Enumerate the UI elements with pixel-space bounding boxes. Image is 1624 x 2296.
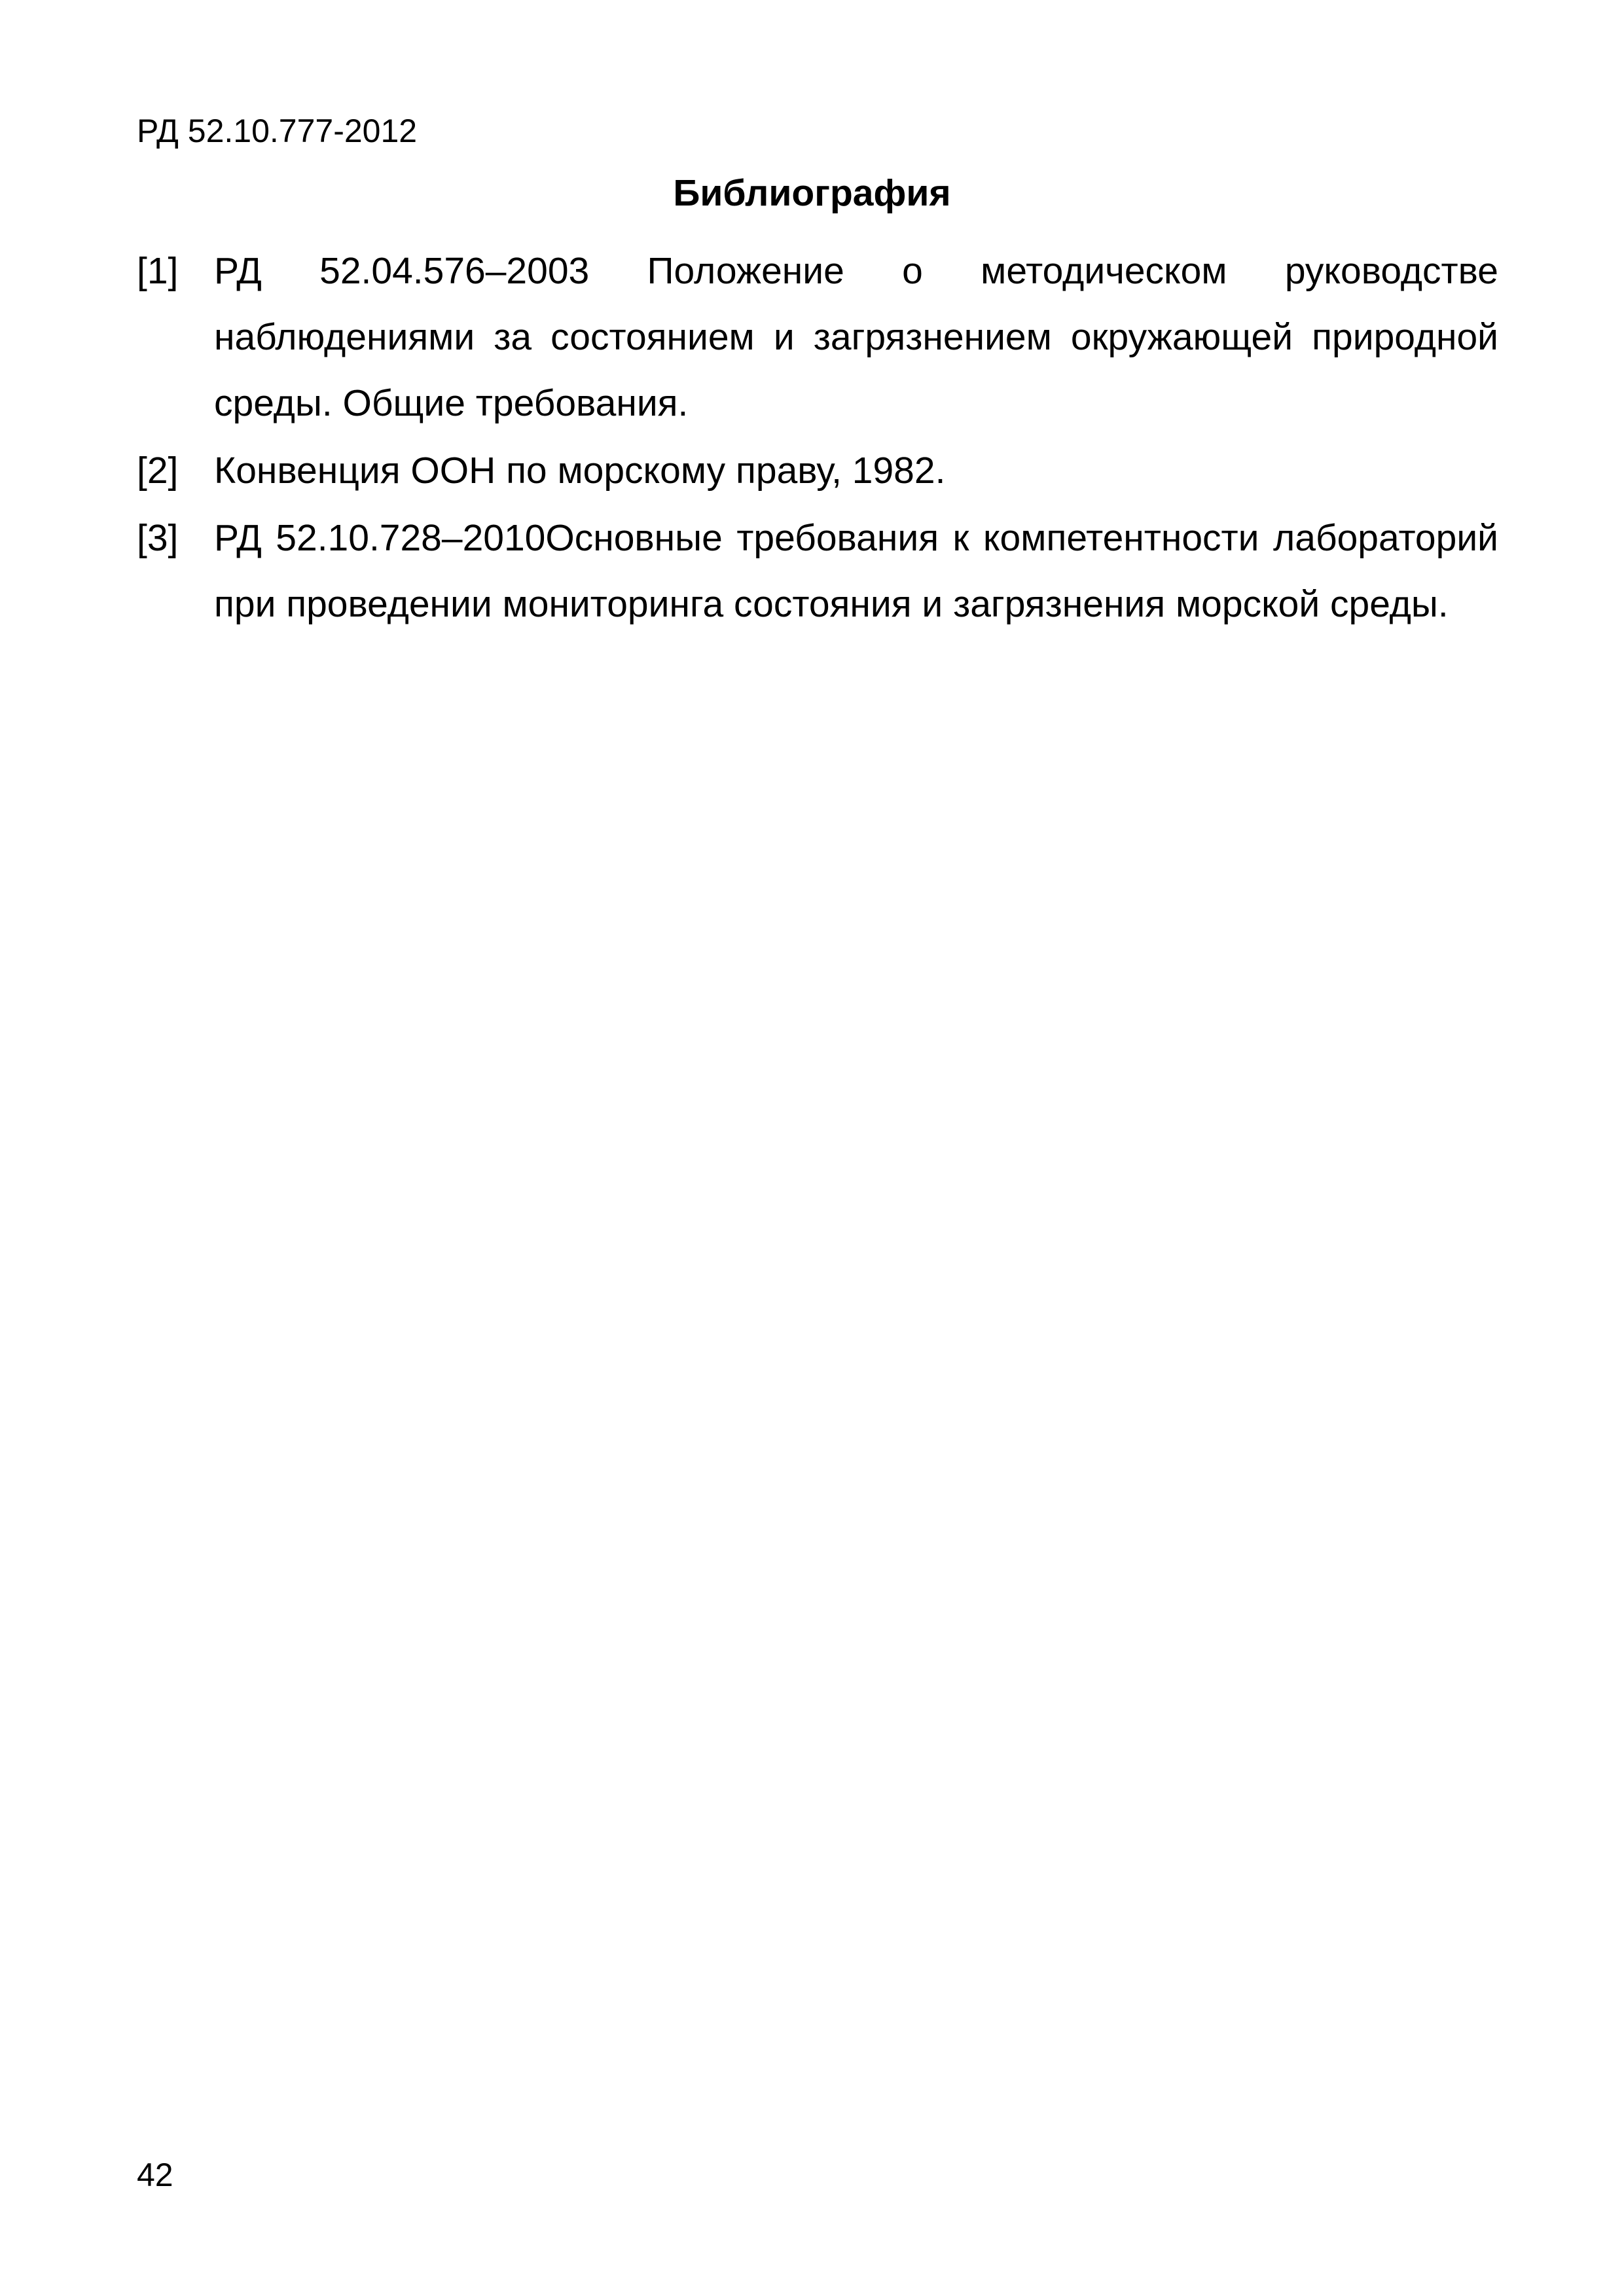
bibliography-entry-3 (137, 505, 1498, 637)
reference-number: [1] (137, 250, 179, 292)
page-number: 42 (137, 2157, 173, 2193)
reference-text: РД 52.04.576–2003 Положение о методическом руководстве наблюдениями за состоянием и загрязнением окружающей природной среды. Общие требования. (214, 250, 1498, 424)
reference-number: [3] (137, 517, 179, 559)
reference-text: Конвенция ООН по морскому праву, 1982. (214, 450, 946, 492)
bibliography-entry-1 (137, 238, 1498, 437)
reference-number: [2] (137, 450, 179, 492)
page-title: Библиография (673, 172, 951, 214)
document-code: РД 52.10.777-2012 (137, 113, 418, 149)
bibliography-list (137, 238, 1498, 639)
reference-text: РД 52.10.728–2010Основные требования к компетентности лабораторий при проведении мониторинга состояния и загрязнения морской среды. (214, 517, 1498, 625)
bibliography-entry-2 (137, 438, 1498, 504)
